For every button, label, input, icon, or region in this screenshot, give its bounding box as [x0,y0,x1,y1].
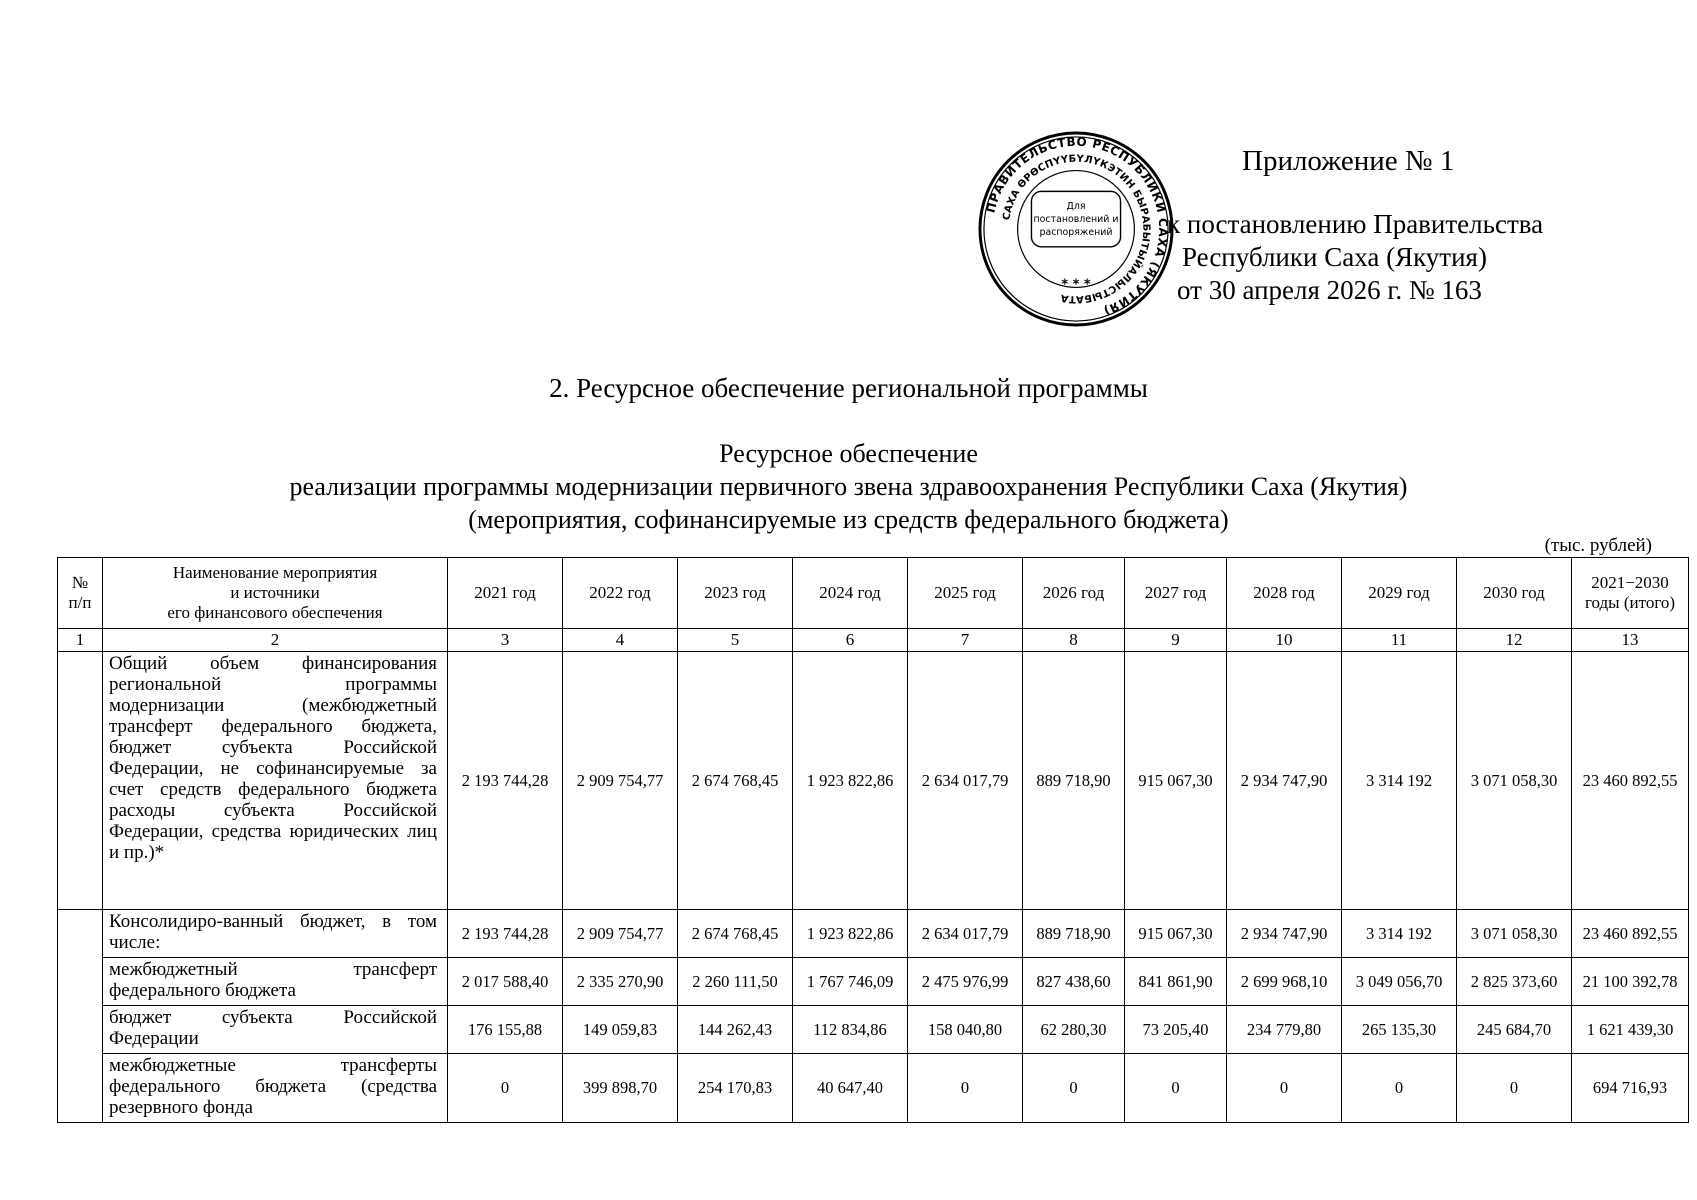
value-cell: 23 460 892,55 [1572,652,1689,910]
table-row [58,958,1689,1006]
value-cell: 3 071 058,30 [1457,652,1572,910]
row-name: Общий объем финансирования региональной программы модернизации (межбюджетный трансферт федерального бюджета, бюджет субъекта Российской Федерации, не софинансируемые за счет средств федерального бюджета расходы субъекта Российской Федерации, средства юридических лиц и пр.)* [103,652,448,910]
header-year: 2027 год [1125,558,1227,629]
value-cell: 2 934 747,90 [1227,652,1342,910]
value-cell: 694 716,93 [1572,1054,1689,1123]
row-name: Консолидиро-ванный бюджет, в том числе: [103,910,448,958]
table-row [58,652,1689,910]
index-cell: 1 [58,629,103,652]
seal-stars: * * * [1061,277,1091,293]
header-year: 2026 год [1023,558,1125,629]
value-cell: 176 155,88 [448,1006,563,1054]
index-cell: 4 [563,629,678,652]
value-cell: 144 262,43 [678,1006,793,1054]
index-cell: 3 [448,629,563,652]
table-row [58,1054,1689,1123]
index-cell: 2 [103,629,448,652]
header-year: 2029 год [1342,558,1457,629]
index-cell: 10 [1227,629,1342,652]
value-cell: 2 475 976,99 [908,958,1023,1006]
value-cell: 1 767 746,09 [793,958,908,1006]
value-cell: 2 017 588,40 [448,958,563,1006]
value-cell: 2 335 270,90 [563,958,678,1006]
value-cell: 112 834,86 [793,1006,908,1054]
value-cell: 23 460 892,55 [1572,910,1689,958]
table-title-line-3: (мероприятия, софинансируемые из средств федерального бюджета) [468,505,1229,534]
index-cell: 9 [1125,629,1227,652]
value-cell: 399 898,70 [563,1054,678,1123]
value-cell: 2 699 968,10 [1227,958,1342,1006]
value-cell: 158 040,80 [908,1006,1023,1054]
appendix-line-1: к постановлению Правительства [1167,209,1544,239]
seal-center-line-1: Для [1066,201,1086,213]
value-cell: 2 674 768,45 [678,910,793,958]
value-cell: 2 260 111,50 [678,958,793,1006]
value-cell: 1 923 822,86 [793,910,908,958]
value-cell: 265 135,30 [1342,1006,1457,1054]
header-name: Наименование мероприятия и источники его финансового обеспечения [103,558,448,629]
table-row [58,1006,1689,1054]
units-label: (тыс. рублей) [1544,535,1652,556]
value-cell: 915 067,30 [1125,910,1227,958]
value-cell: 2 934 747,90 [1227,910,1342,958]
seal-center-line-2: постановлений и [1033,214,1119,226]
table-title-line-1: Ресурсное обеспечение [719,439,978,468]
value-cell: 2 909 754,77 [563,910,678,958]
index-cell: 8 [1023,629,1125,652]
value-cell: 3 314 192 [1342,652,1457,910]
value-cell: 3 049 056,70 [1342,958,1457,1006]
value-cell: 0 [908,1054,1023,1123]
value-cell: 254 170,83 [678,1054,793,1123]
value-cell: 1 923 822,86 [793,652,908,910]
value-cell: 0 [1227,1054,1342,1123]
value-cell: 889 718,90 [1023,652,1125,910]
value-cell: 2 634 017,79 [908,652,1023,910]
row-name: межбюджетные трансферты федерального бюджета (средства резервного фонда [103,1054,448,1123]
header-year: 2030 год [1457,558,1572,629]
value-cell: 0 [1023,1054,1125,1123]
row-number [58,652,103,910]
value-cell: 0 [1125,1054,1227,1123]
appendix-line-3: от 30 апреля 2026 г. № 163 [1177,275,1482,305]
value-cell: 73 205,40 [1125,1006,1227,1054]
table-title [0,437,1697,536]
header-year: 2021 год [448,558,563,629]
row-name: межбюджетный трансферт федерального бюджета [103,958,448,1006]
row-number [58,910,103,1123]
appendix-line-2: Республики Саха (Якутия) [1182,242,1487,272]
value-cell: 149 059,83 [563,1006,678,1054]
table-row [58,910,1689,958]
value-cell: 827 438,60 [1023,958,1125,1006]
seal-center-line-3: распоряжений [1039,226,1113,238]
index-cell: 6 [793,629,908,652]
header-year: 2025 год [908,558,1023,629]
resource-table [57,557,1689,1123]
row-name: бюджет субъекта Российской Федерации [103,1006,448,1054]
column-index-row [58,629,1689,652]
table-header-row [58,558,1689,629]
value-cell: 234 779,80 [1227,1006,1342,1054]
value-cell: 2 825 373,60 [1457,958,1572,1006]
value-cell: 245 684,70 [1457,1006,1572,1054]
value-cell: 21 100 392,78 [1572,958,1689,1006]
value-cell: 2 634 017,79 [908,910,1023,958]
value-cell: 62 280,30 [1023,1006,1125,1054]
seal-outer-text: ПРАВИТЕЛЬСТВО РЕСПУБЛИКИ САХА (ЯКУТИЯ) [983,134,1171,319]
value-cell: 2 909 754,77 [563,652,678,910]
value-cell: 2 193 744,28 [448,910,563,958]
value-cell: 889 718,90 [1023,910,1125,958]
value-cell: 0 [1457,1054,1572,1123]
value-cell: 2 674 768,45 [678,652,793,910]
index-cell: 12 [1457,629,1572,652]
seal-inner-text: САХА ӨРӨСПҮҮБҮЛҮКЭТИН БЫРАБЫТЫЙАЛЫСТЫБАТА [1001,153,1152,305]
value-cell: 3 071 058,30 [1457,910,1572,958]
index-cell: 11 [1342,629,1457,652]
value-cell: 0 [1342,1054,1457,1123]
header-year: 2024 год [793,558,908,629]
header-year: 2028 год [1227,558,1342,629]
appendix-title: Приложение № 1 [1242,145,1455,177]
header-num: № п/п [58,558,103,629]
index-cell: 5 [678,629,793,652]
value-cell: 0 [448,1054,563,1123]
header-year: 2022 год [563,558,678,629]
value-cell: 3 314 192 [1342,910,1457,958]
value-cell: 841 861,90 [1125,958,1227,1006]
section-title: 2. Ресурсное обеспечение региональной программы [549,373,1148,403]
header-total: 2021−2030 годы (итого) [1572,558,1689,629]
official-seal [977,130,1175,328]
appendix-block [1167,208,1543,307]
index-cell: 13 [1572,629,1689,652]
index-cell: 7 [908,629,1023,652]
value-cell: 915 067,30 [1125,652,1227,910]
value-cell: 40 647,40 [793,1054,908,1123]
table-title-line-2: реализации программы модернизации первичного звена здравоохранения Республики Саха (Якутия) [289,472,1408,501]
value-cell: 2 193 744,28 [448,652,563,910]
header-year: 2023 год [678,558,793,629]
value-cell: 1 621 439,30 [1572,1006,1689,1054]
